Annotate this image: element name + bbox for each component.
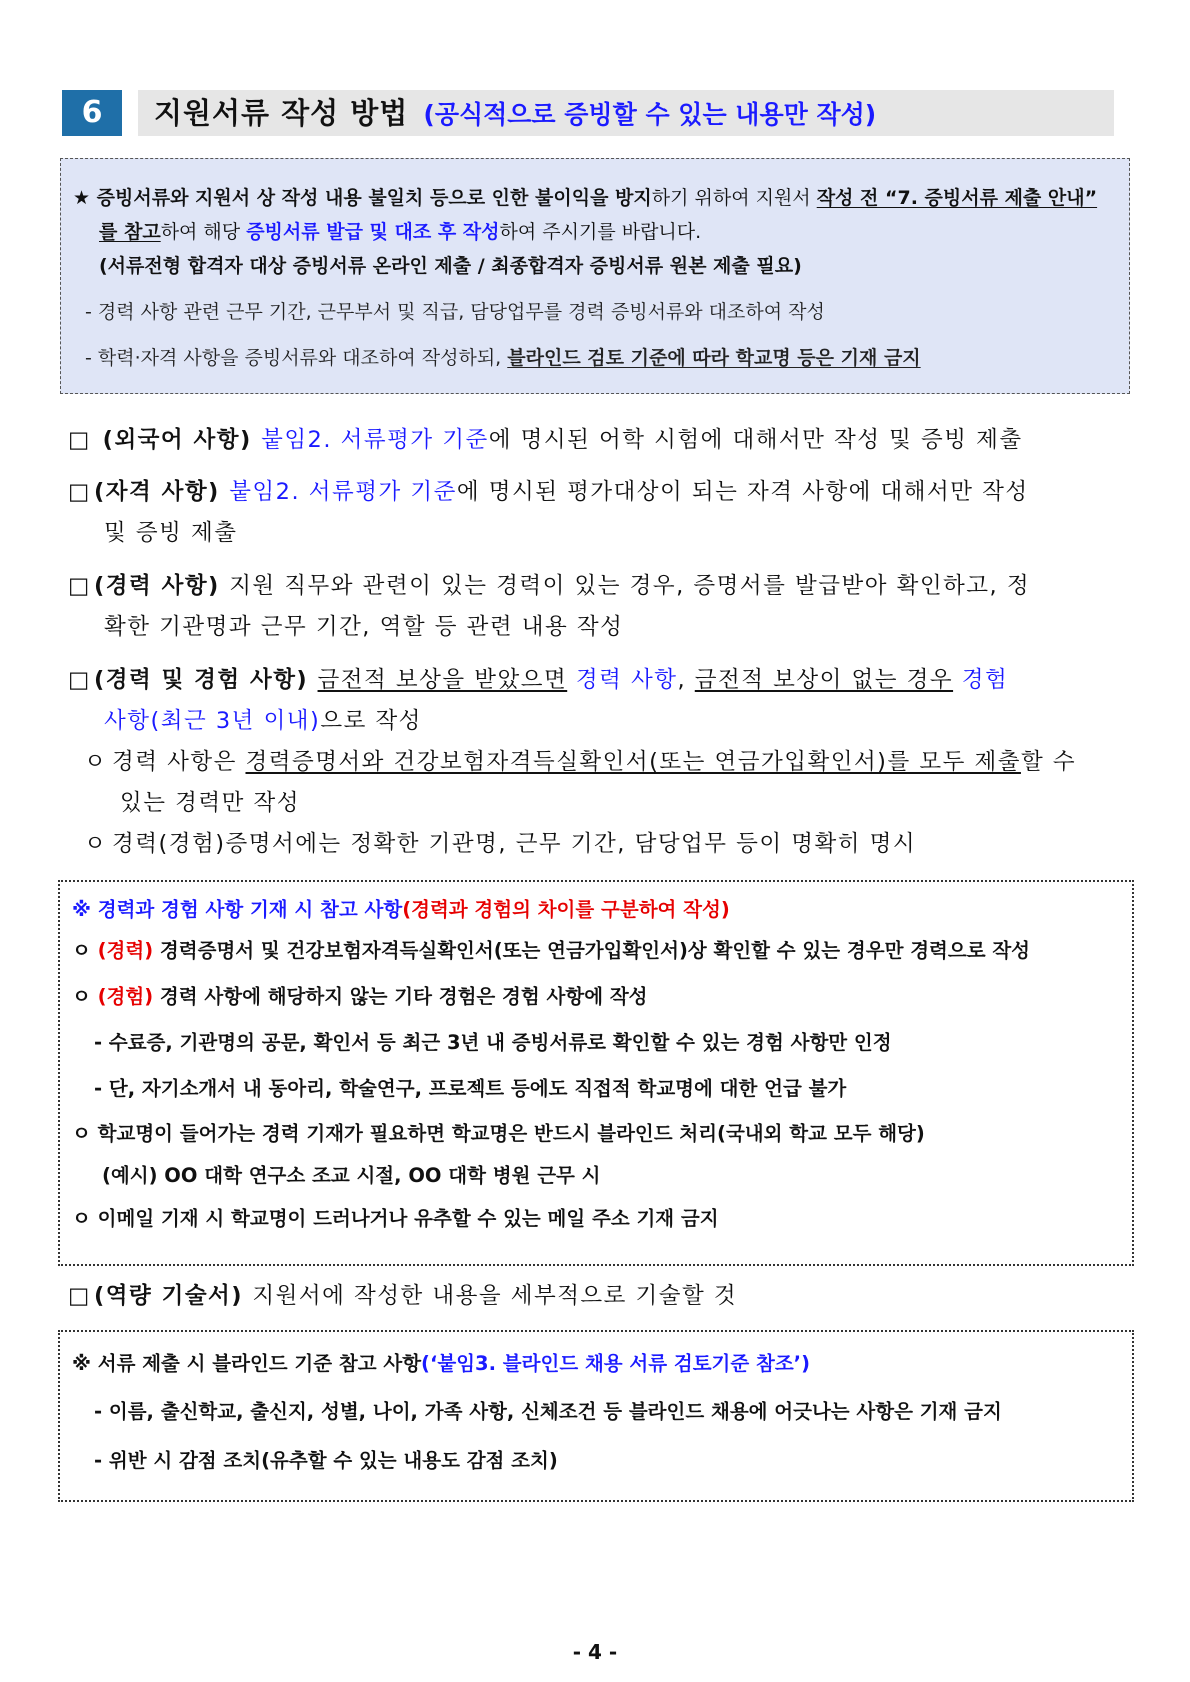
reference-box-blind <box>58 1330 1134 1502</box>
item-text: 지원서에 작성한 내용을 세부적으로 기술할 것 <box>252 1283 738 1309</box>
circle-bullet-icon: ㅇ <box>72 1207 91 1230</box>
circle-bullet-icon: ㅇ <box>72 939 91 962</box>
item-label: (외국어 사항) <box>102 427 262 453</box>
checkbox-square-icon: □ <box>68 573 91 599</box>
item-link-text: 붙임2. 서류평가 기준 <box>229 479 457 505</box>
notice-text: 하여 주시기를 바랍니다. <box>499 221 702 243</box>
checkbox-square-icon: □ <box>68 479 91 505</box>
notice-text: - 학력·자격 사항을 증빙서류와 대조하여 작성하되, <box>85 347 508 369</box>
ref-bullet <box>72 1196 1118 1242</box>
ref-dash: - 위반 시 감점 조치(유추할 수 있는 내용도 감점 조치) <box>94 1449 558 1472</box>
sub-bullet-career-docs <box>84 742 1140 824</box>
notice-line-3: (서류전형 합격자 대상 증빙서류 온라인 제출 / 최종합격자 증빙서류 원본 제출 필요) <box>99 255 802 277</box>
ref-title-text: ※ 경력과 경험 사항 기재 시 참고 사항 <box>72 898 403 921</box>
ref-title-text: ※ 서류 제출 시 블라인드 기준 참고 사항 <box>72 1352 422 1375</box>
item-text: 할 수 <box>1020 749 1077 775</box>
item-text: 및 증빙 제출 <box>104 520 238 546</box>
section-title-bar <box>138 90 1114 136</box>
notice-dash-1: - 경력 사항 관련 근무 기간, 근무부서 및 직급, 담당업무를 경력 증빙서류와 대조하여 작성 <box>85 301 825 323</box>
item-text: 금전적 보상을 받았으면 <box>317 667 568 693</box>
item-label: (경력 및 경험 사항) <box>94 667 318 693</box>
ref-bullet <box>72 974 1118 1020</box>
item-text: 경력 사항은 <box>112 749 246 775</box>
circle-bullet-icon: ㅇ <box>72 985 91 1008</box>
item-link-text: 붙임2. 서류평가 기준 <box>261 427 489 453</box>
item-text: 으로 작성 <box>320 708 422 734</box>
ref-dash: - 단, 자기소개서 내 동아리, 학술연구, 프로젝트 등에도 직접적 학교명에 대한 언급 불가 <box>94 1077 847 1100</box>
notice-text: ★ 증빙서류와 지원서 상 작성 내용 불일치 등으로 인한 불이익을 방지 <box>73 187 652 209</box>
ref-bullet <box>72 1112 1118 1156</box>
item-text: 경력(경험)증명서에는 정확한 기관명, 근무 기간, 담당업무 등이 명확히 명시 <box>112 831 917 857</box>
item-foreign-language <box>68 420 1140 461</box>
notice-dash-2 <box>73 341 1117 375</box>
item-competency <box>68 1276 1140 1317</box>
ref-label: (경력) <box>97 939 154 962</box>
notice-text: 하기 위하여 지원서 <box>651 187 817 209</box>
section-header <box>62 90 1114 136</box>
ref-text: 학교명이 들어가는 경력 기재가 필요하면 학교명은 반드시 블라인드 처리(국내외 학교 모두 해당) <box>97 1122 925 1145</box>
ref-label: (경험) <box>97 985 154 1008</box>
checkbox-square-icon: □ <box>68 667 91 693</box>
item-certificates <box>68 472 1140 554</box>
ref-text: 경력증명서 및 건강보험자격득실확인서(또는 연금가입확인서)상 확인할 수 있는 경우만 경력으로 작성 <box>153 939 1031 962</box>
reference-box-career <box>58 880 1134 1266</box>
item-text: 있는 경력만 작성 <box>120 790 300 816</box>
section-subtitle: (공식적으로 증빙할 수 있는 내용만 작성) <box>423 100 877 129</box>
page-number: - 4 - <box>572 1640 618 1664</box>
item-text: 사항(최근 3년 이내) <box>104 708 321 734</box>
ref-text: 경력 사항에 해당하지 않는 기타 경험은 경험 사항에 작성 <box>153 985 648 1008</box>
ref-title <box>72 892 1118 928</box>
item-career-experience <box>68 660 1140 742</box>
item-text: 경력증명서와 건강보험자격득실확인서(또는 연금가입확인서)를 모두 제출 <box>245 749 1021 775</box>
section-title: 지원서류 작성 방법 <box>154 96 409 130</box>
ref-dash: - 이름, 출신학교, 출신지, 성별, 나이, 가족 사항, 신체조건 등 블라인드 채용에 어긋나는 사항은 기재 금지 <box>94 1400 1002 1423</box>
ref-text: 이메일 기재 시 학교명이 드러나거나 유추할 수 있는 메일 주소 기재 금지 <box>97 1207 719 1230</box>
item-text: 확한 기관명과 근무 기간, 역할 등 관련 내용 작성 <box>104 614 624 640</box>
section-number: 6 <box>62 90 122 136</box>
item-text: , <box>677 667 695 693</box>
circle-bullet-icon: ㅇ <box>72 1122 91 1145</box>
item-label: (자격 사항) <box>94 479 230 505</box>
ref-dash: - 수료증, 기관명의 공문, 확인서 등 최근 3년 내 증빙서류로 확인할 수 있는 경험 사항만 인정 <box>94 1031 892 1054</box>
notice-text: 를 참고 <box>99 221 161 243</box>
item-text: 경력 사항 <box>567 667 678 693</box>
ref-title-note: (경력과 경험의 차이를 구분하여 작성) <box>402 898 730 921</box>
item-label: (경력 사항) <box>94 573 230 599</box>
checkbox-square-icon: □ <box>68 427 91 453</box>
notice-text: 작성 전 “7. 증빙서류 제출 안내” <box>816 187 1098 209</box>
notice-line-1 <box>73 181 1117 215</box>
item-career <box>68 566 1140 648</box>
notice-text: 블라인드 검토 기준에 따라 학교명 등은 기재 금지 <box>507 347 921 369</box>
item-text: 에 명시된 어학 시험에 대해서만 작성 및 증빙 제출 <box>488 427 1023 453</box>
item-label: (역량 기술서) <box>94 1283 253 1309</box>
notice-text: 하여 해당 <box>160 221 247 243</box>
ref-title <box>72 1342 1118 1386</box>
circle-bullet-icon: ㅇ <box>84 831 108 857</box>
notice-line-2 <box>73 215 1117 249</box>
item-text: 에 명시된 평가대상이 되는 자격 사항에 대해서만 작성 <box>456 479 1029 505</box>
circle-bullet-icon: ㅇ <box>84 749 108 775</box>
sub-bullet-certificate-detail <box>84 824 1140 865</box>
ref-title-note: (‘붙임3. 블라인드 채용 서류 검토기준 참조’) <box>421 1352 810 1375</box>
notice-box <box>60 158 1130 394</box>
ref-bullet <box>72 928 1118 974</box>
notice-text: 증빙서류 발급 및 대조 후 작성 <box>246 221 500 243</box>
item-text: 경험 <box>953 667 1009 693</box>
item-text: 지원 직무와 관련이 있는 경력이 있는 경우, 증명서를 발급받아 확인하고, 정 <box>229 573 1031 599</box>
checkbox-square-icon: □ <box>68 1283 91 1309</box>
item-text: 금전적 보상이 없는 경우 <box>694 667 954 693</box>
ref-example: (예시) OO 대학 연구소 조교 시절, OO 대학 병원 근무 시 <box>102 1164 601 1187</box>
